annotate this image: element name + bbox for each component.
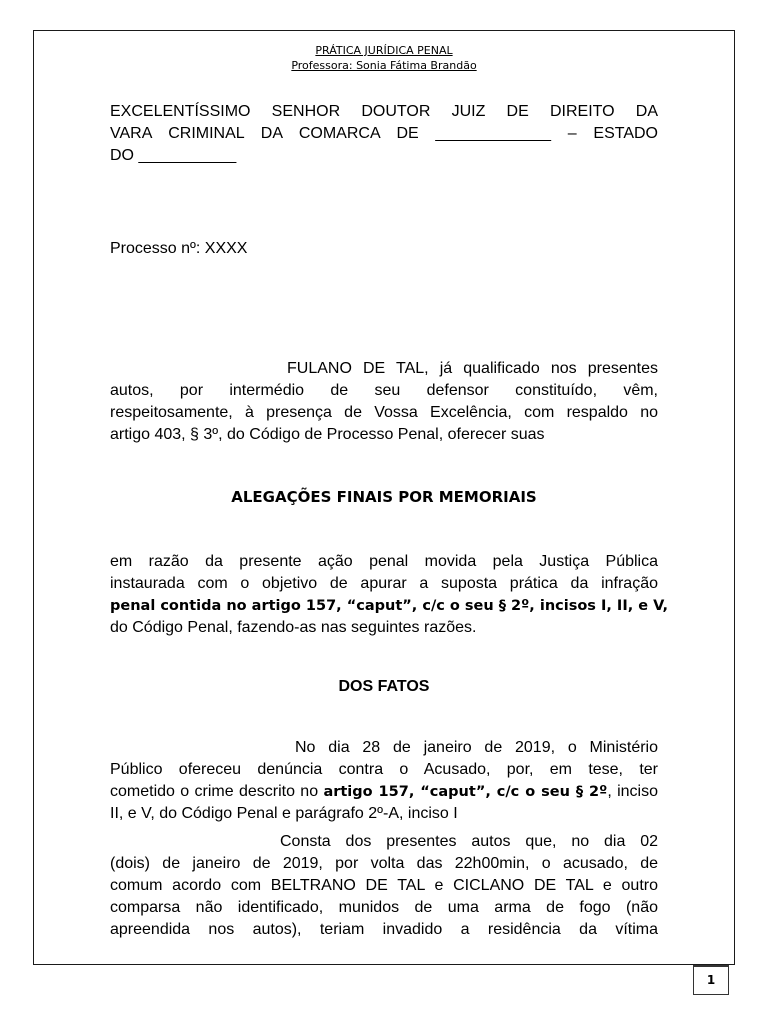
- facts1-line-3a: cometido o crime descrito no: [110, 783, 324, 800]
- reason-line-4: do Código Penal, fazendo-as nas seguintes razões.: [110, 619, 477, 636]
- facts2-line-5: apreendida nos autos), teriam invadido a residência da vítima: [110, 921, 658, 938]
- facts1-line-1: No dia 28 de janeiro de 2019, o Ministério: [295, 739, 658, 756]
- facts2-line-2: (dois) de janeiro de 2019, por volta das 22h00min, o acusado, de: [110, 855, 658, 872]
- professor-header: Professora: Sonia Fátima Brandão: [291, 59, 477, 72]
- addressee-line-1: EXCELENTÍSSIMO SENHOR DOUTOR JUIZ DE DIREITO DA: [110, 103, 658, 120]
- addressee-line-2: VARA CRIMINAL DA COMARCA DE _____________ – ESTADO: [110, 125, 658, 142]
- process-number: [110, 238, 658, 260]
- reason-paragraph: [110, 551, 669, 639]
- process-number-text: Processo nº: XXXX: [110, 240, 248, 257]
- facts1-line-3: [110, 781, 658, 803]
- facts1-line-2: Público ofereceu denúncia contra o Acusado, por, em tese, ter: [110, 761, 658, 778]
- facts2-line-1: Consta dos presentes autos que, no dia 02: [280, 833, 658, 850]
- facts1-line-3c: , inciso: [607, 783, 659, 800]
- intro-line-1: FULANO DE TAL, já qualificado nos presentes: [287, 360, 658, 377]
- intro-line-3: respeitosamente, à presença de Vossa Excelência, com respaldo no: [110, 404, 658, 421]
- page-number: 1: [693, 965, 729, 995]
- facts1-line-4: II, e V, do Código Penal e parágrafo 2º-A, inciso I: [110, 805, 458, 822]
- section-title-facts: DOS FATOS: [338, 678, 430, 695]
- intro-paragraph: [110, 358, 658, 446]
- document-title: ALEGAÇÕES FINAIS POR MEMORIAIS: [231, 488, 537, 506]
- facts1-line-3b: artigo 157, “caput”, c/c o seu § 2º: [323, 784, 608, 800]
- reason-line-2: instaurada com o objetivo de apurar a suposta prática da infração: [110, 575, 658, 592]
- facts2-line-4: comparsa não identificado, munidos de uma arma de fogo (não: [110, 899, 658, 916]
- facts2-line-3: comum acordo com BELTRANO DE TAL e CICLANO DE TAL e outro: [110, 877, 658, 894]
- intro-line-4: artigo 403, § 3º, do Código de Processo Penal, oferecer suas: [110, 426, 545, 443]
- facts-paragraph-2: [110, 831, 658, 941]
- reason-line-1: em razão da presente ação penal movida pela Justiça Pública: [110, 553, 658, 570]
- course-header: PRÁTICA JURÍDICA PENAL: [315, 44, 453, 57]
- facts-paragraph-1: [110, 737, 658, 825]
- addressee-line-3: DO ___________: [110, 147, 237, 164]
- intro-line-2: autos, por intermédio de seu defensor constituído, vêm,: [110, 382, 658, 399]
- addressee-block: [110, 101, 658, 167]
- reason-line-3: penal contida no artigo 157, “caput”, c/c o seu § 2º, incisos I, II, e V,: [110, 598, 669, 614]
